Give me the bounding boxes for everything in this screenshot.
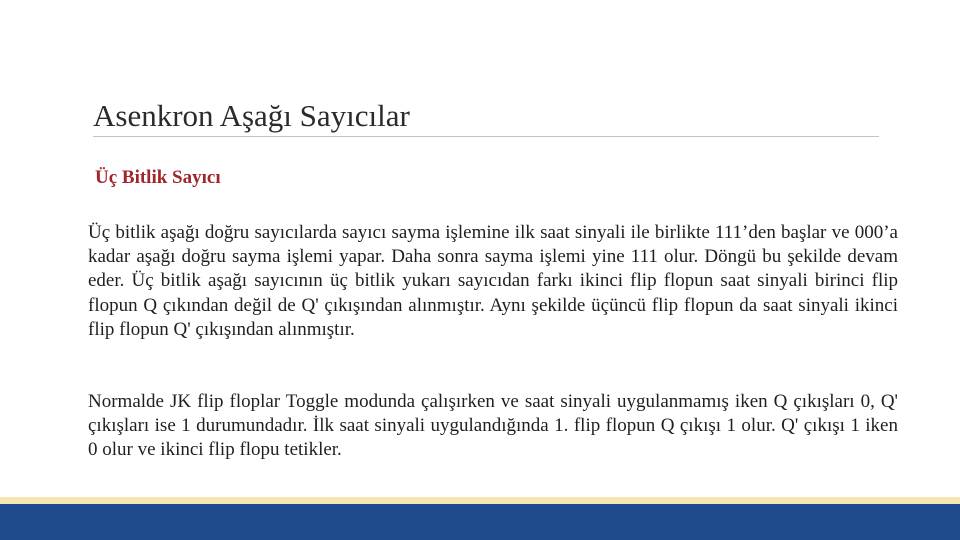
title-divider	[93, 136, 879, 137]
section-subheading: Üç Bitlik Sayıcı	[95, 167, 221, 188]
body-paragraph-2: Normalde JK flip floplar Toggle modunda çalışırken ve saat sinyali uygulanmamış iken Q çıkışları 0, Q' çıkışları ise 1 durumundadır. İlk saat sinyali uygulandığında 1. flip flopun Q çıkışı 1 olur. Q' çıkışı 1 iken 0 olur ve ikinci flip flopu tetikler.	[88, 391, 898, 461]
footer-accent-strip	[0, 497, 960, 504]
body-paragraph-1: Üç bitlik aşağı doğru sayıcılarda sayıcı sayma işlemine ilk saat sinyali ile birlikte 111’den başlar ve 000’a kadar aşağı doğru sayma işlemi yapar. Daha sonra sayma işlemi yine 111 olur. Döngü bu şekilde devam eder. Üç bitlik aşağı sayıcının üç bitlik yukarı sayıcıdan farkı ikinci flip flopun saat sinyali birinci flip flopun Q çıkından değil de Q' çıkışından alınmıştır. Aynı şekilde üçüncü flip flopun da saat sinyali ikinci flip flopun Q' çıkışından alınmıştır.	[88, 222, 898, 340]
slide-title: Asenkron Aşağı Sayıcılar	[93, 98, 410, 133]
footer-band	[0, 504, 960, 540]
